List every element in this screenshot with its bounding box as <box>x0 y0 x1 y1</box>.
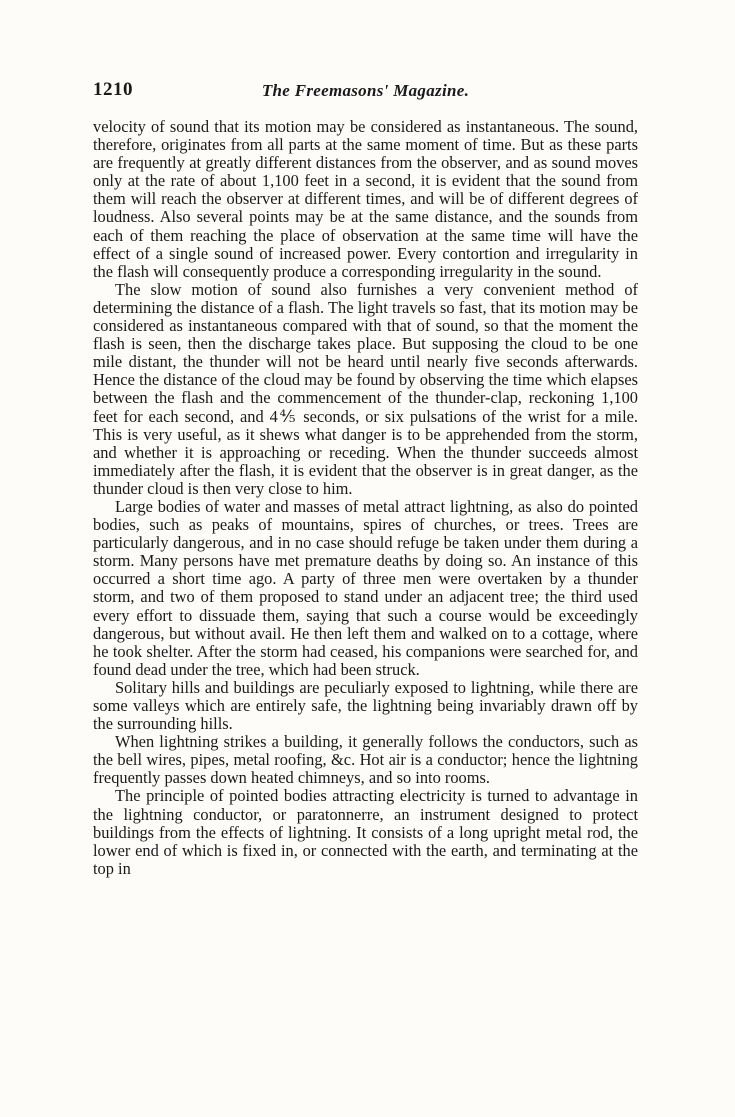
article-body <box>93 118 638 878</box>
page-number: 1210 <box>93 79 133 100</box>
paragraph: Large bodies of water and masses of metal attract lightning, as also do pointed bodies, such as peaks of mountains, spires of churches, or trees. Trees are particularly dangerous, and in no case should refuge be taken under them during a storm. Many persons have met premature deaths by doing so. An instance of this occurred a short time ago. A party of three men were overtaken by a thunder storm, and two of them proposed to stand under an adjacent tree; the third used every effort to dissuade them, saying that such a course would be exceedingly dangerous, but without avail. He then left them and walked on to a cottage, where he took shelter. After the storm had ceased, his companions were searched for, and found dead under the tree, which had been struck. <box>93 496 638 679</box>
paragraph: When lightning strikes a building, it generally follows the conductors, such as the bell wires, pipes, metal roofing, &c. Hot air is a conductor; hence the lightning frequently passes down heated chimneys, and so into rooms. <box>93 732 638 788</box>
paragraph: The slow motion of sound also furnishes a very convenient method of determining the distance of a flash. The light travels so fast, that its motion may be considered as instantaneous compared with that of sound, so that the moment the flash is seen, then the discharge takes place. But supposing the cloud to be one mile distant, the thunder will not be heard until nearly five seconds afterwards. Hence the distance of the cloud may be found by observing the time which elapses between the flash and the commencement of the thunder-clap, reckoning 1,100 feet for each second, and 4⅘ seconds, or six pulsations of the wrist for a mile. This is very useful, as it shews what danger is to be apprehended from the storm, and whether it is approaching or receding. When the thunder succeeds almost immediately after the flash, it is evident that the observer is in great danger, as the thunder cloud is then very close to him. <box>93 279 638 498</box>
running-header <box>93 79 638 109</box>
running-title: The Freemasons' Magazine. <box>261 81 470 100</box>
paragraph: Solitary hills and buildings are peculiarly exposed to lightning, while there are some valleys which are entirely safe, the lightning being invariably drawn off by the surrounding hills. <box>93 677 638 734</box>
paragraph: velocity of sound that its motion may be considered as instantaneous. The sound, therefore, originates from all parts at the same moment of time. But as these parts are frequently at greatly different distances from the observer, and as sound moves only at the rate of about 1,100 feet in a second, it is evident that the sound from them will reach the observer at different times, and will be of different degrees of loudness. Also several points may be at the same distance, and the sounds from each of them reaching the place of observation at the same time will have the effect of a single sound of increased power. Every contortion and irregularity in the flash will consequently produce a corresponding irregularity in the sound. <box>93 117 638 281</box>
paragraph: The principle of pointed bodies attracting electricity is turned to advantage in the lightning conductor, or paratonnerre, an instrument designed to protect buildings from the effects of lightning. It consists of a long upright metal rod, the lower end of which is fixed in, or connected with the earth, and terminating at the top in <box>93 786 638 878</box>
